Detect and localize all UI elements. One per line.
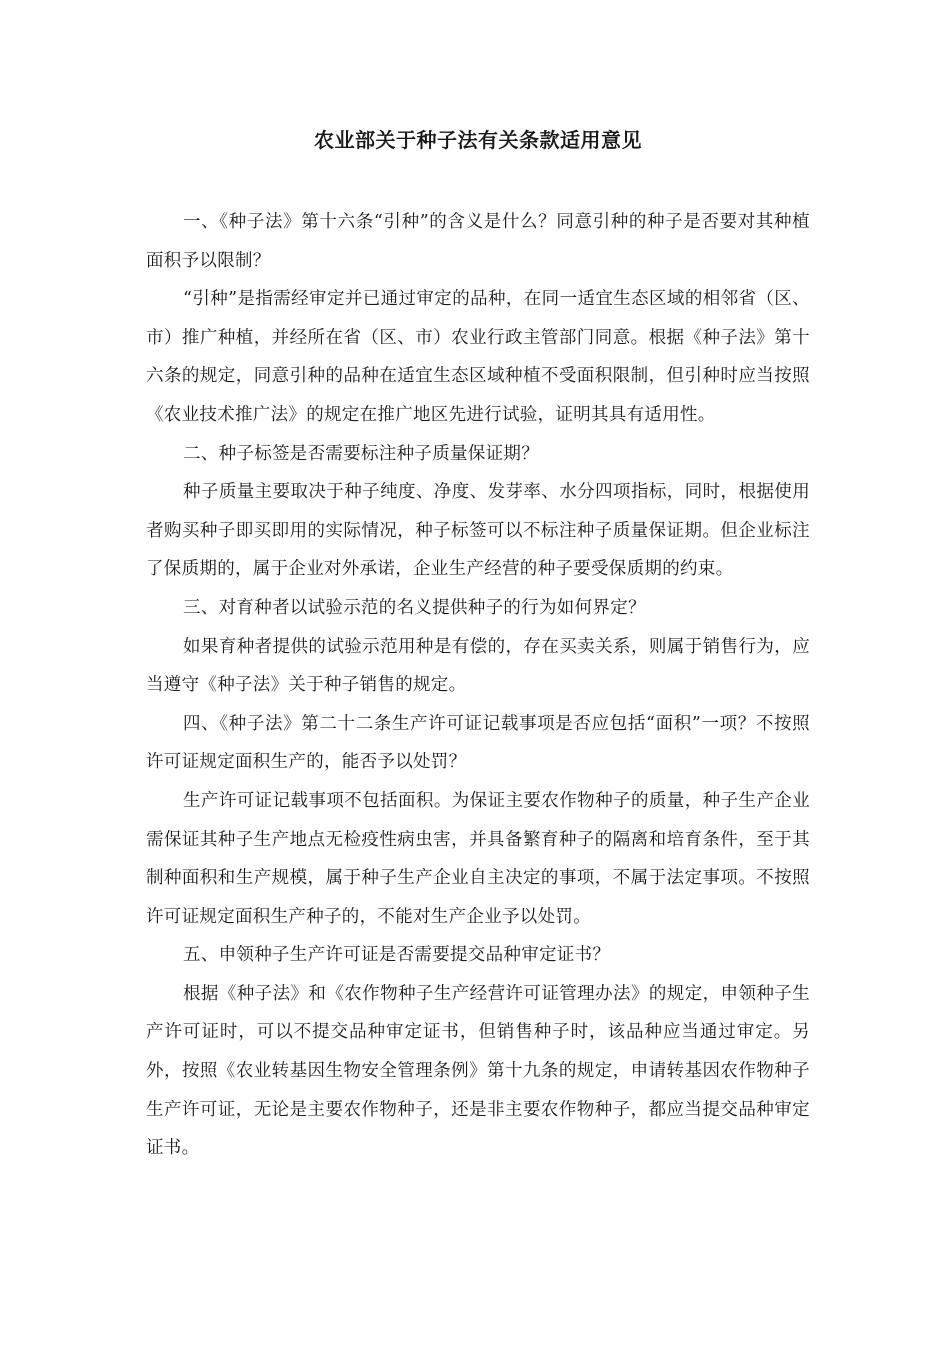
question-3: 三、对育种者以试验示范的名义提供种子的行为如何界定？: [183, 597, 646, 618]
question-1: 一、《种子法》第十六条“引种”的含义是什么？同意引种的种子是否要对其种植面积予以限制？: [146, 212, 810, 271]
question-4: 四、《种子法》第二十二条生产许可证记载事项是否应包括“面积”一项？不按照许可证规定面积生产的，能否予以处罚？: [146, 713, 810, 773]
question-2: 二、种子标签是否需要标注种子质量保证期？: [183, 443, 539, 464]
document-body: [146, 203, 810, 1168]
answer-1: “引种”是指需经审定并已通过审定的品种，在同一适宜生态区域的相邻省（区、市）推广种植，并经所在省（区、市）农业行政主管部门同意。根据《种子法》第十六条的规定，同意引种的品种在适宜生态区域种植不受面积限制，但引种时应当按照《农业技术推广法》的规定在推广地区先进行试验，证明其具有适用性。: [146, 289, 810, 425]
answer-3: 如果育种者提供的试验示范用种是有偿的，存在买卖关系，则属于销售行为，应当遵守《种子法》关于种子销售的规定。: [146, 636, 810, 696]
document-title: 农业部关于种子法有关条款适用意见: [314, 128, 642, 152]
answer-4: 生产许可证记载事项不包括面积。为保证主要农作物种子的质量，种子生产企业需保证其种子生产地点无检疫性病虫害，并具备繁育种子的隔离和培育条件，至于其制种面积和生产规模，属于种子生产企业自主决定的事项，不属于法定事项。不按照许可证规定面积生产种子的，不能对生产企业予以处罚。: [146, 790, 810, 927]
answer-5: 根据《种子法》和《农作物种子生产经营许可证管理办法》的规定，申领种子生产许可证时，可以不提交品种审定证书，但销售种子时，该品种应当通过审定。另外，按照《农业转基因生物安全管理条例》第十九条的规定，申请转基因农作物种子生产许可证，无论是主要农作物种子，还是非主要农作物种子，都应当提交品种审定证书。: [146, 983, 810, 1159]
question-5: 五、申领种子生产许可证是否需要提交品种审定证书？: [183, 945, 611, 966]
answer-2: 种子质量主要取决于种子纯度、净度、发芽率、水分四项指标，同时，根据使用者购买种子即买即用的实际情况，种子标签可以不标注种子质量保证期。但企业标注了保质期的，属于企业对外承诺，企业生产经营的种子要受保质期的约束。: [146, 482, 810, 580]
